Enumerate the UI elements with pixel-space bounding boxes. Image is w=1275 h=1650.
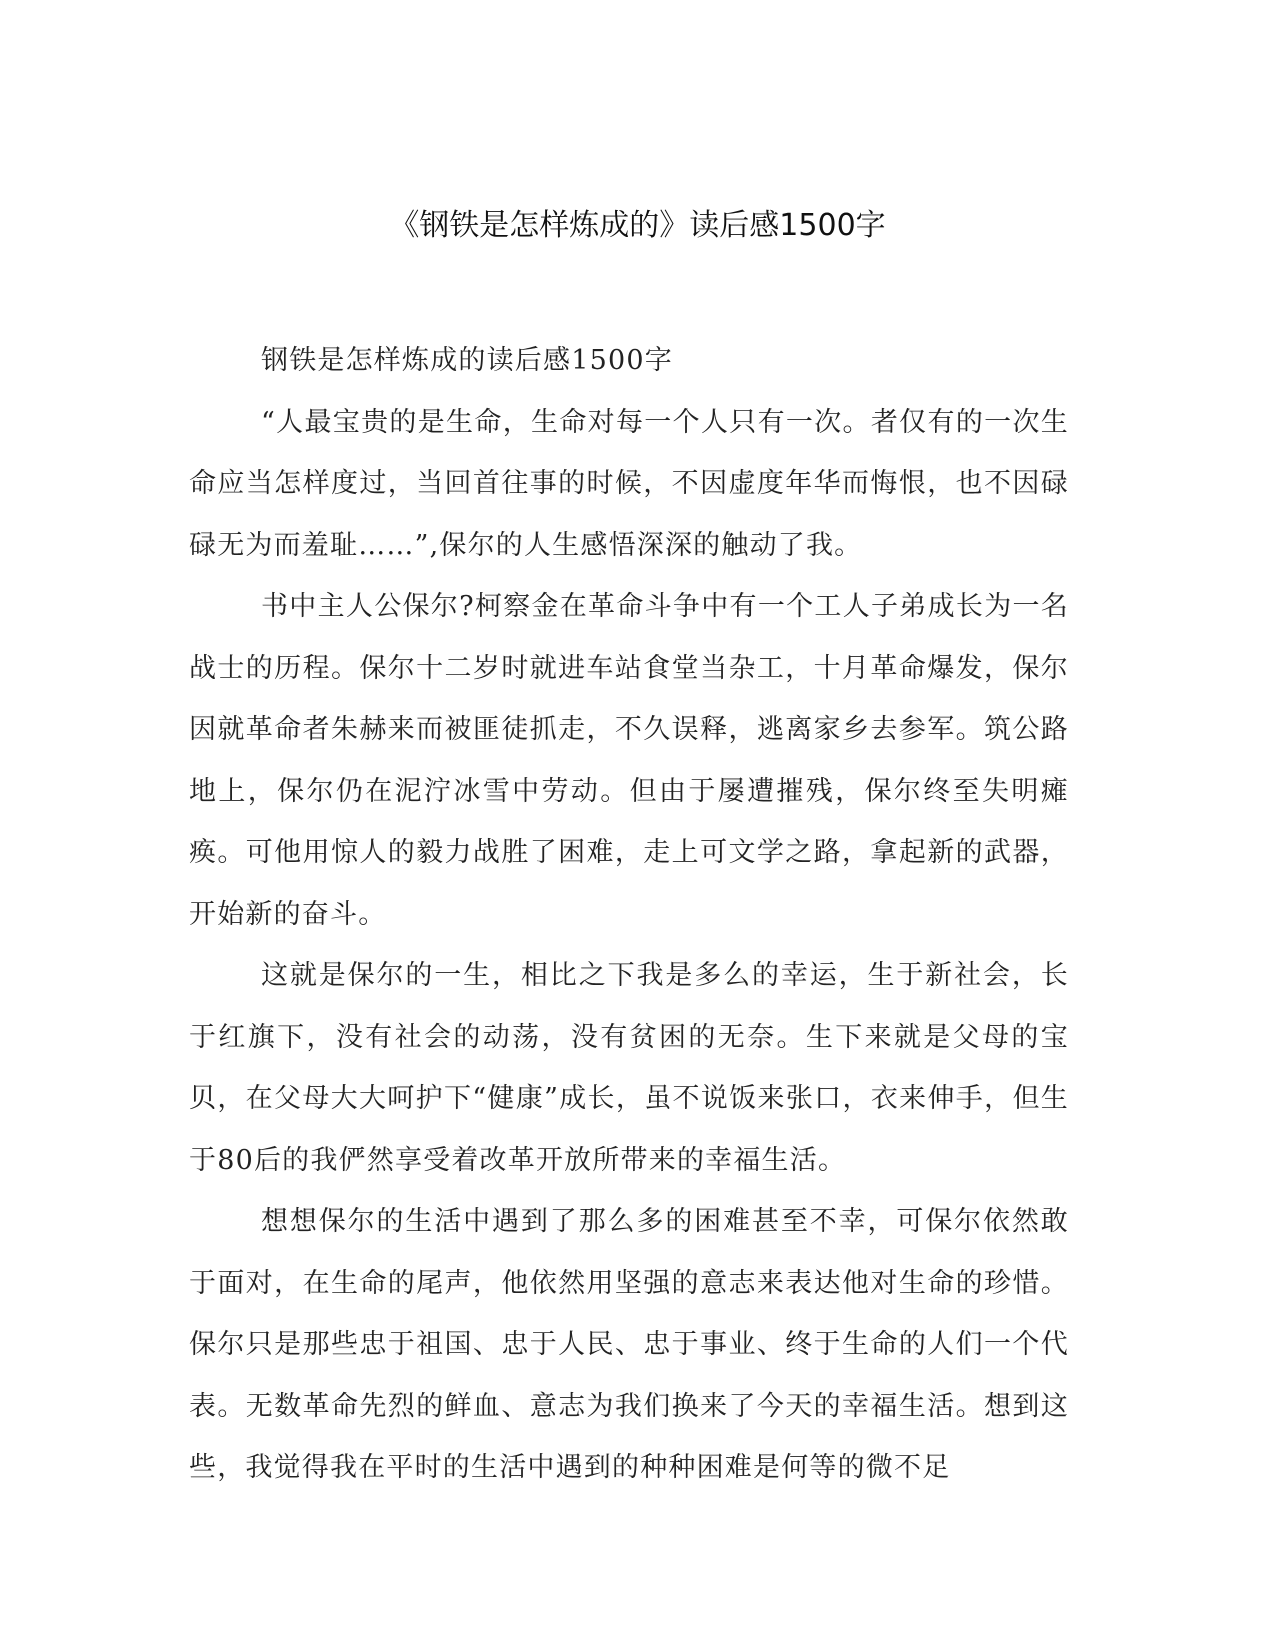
paragraph-quote: “人最宝贵的是生命，生命对每一个人只有一次。者仅有的一次生命应当怎样度过，当回首往事的时候，不因虚度年华而悔恨，也不因碌碌无为而羞耻……”,保尔的人生感悟深深的触动了我。 — [189, 406, 1069, 561]
paragraph-summary: 书中主人公保尔?柯察金在革命斗争中有一个工人子弟成长为一名战士的历程。保尔十二岁时就进车站食堂当杂工，十月革命爆发，保尔因就革命者朱赫来而被匪徒抓走，不久误释，逃离家乡去参军。筑公路地上，保尔仍在泥泞冰雪中劳动。但由于屡遭摧残，保尔终至失明瘫痪。可他用惊人的毅力战胜了困难，走上可文学之路，拿起新的武器，开始新的奋斗。 — [189, 591, 1069, 930]
document-body — [189, 330, 1069, 1499]
document-title: 《钢铁是怎样炼成的》读后感1500字 — [389, 208, 886, 243]
paragraph-reflection: 想想保尔的生活中遇到了那么多的困难甚至不幸，可保尔依然敢于面对，在生命的尾声，他依然用坚强的意志来表达他对生命的珍惜。保尔只是那些忠于祖国、忠于人民、忠于事业、终于生命的人们一个代表。无数革命先烈的鲜血、意志为我们换来了今天的幸福生活。想到这些，我觉得我在平时的生活中遇到的种种困难是何等的微不足 — [189, 1206, 1069, 1483]
paragraph-subtitle: 钢铁是怎样炼成的读后感1500字 — [261, 345, 673, 376]
paragraph-comparison: 这就是保尔的一生，相比之下我是多么的幸运，生于新社会，长于红旗下，没有社会的动荡，没有贫困的无奈。生下来就是父母的宝贝，在父母大大呵护下“健康”成长，虽不说饭来张口，衣来伸手，但生于80后的我俨然享受着改革开放所带来的幸福生活。 — [189, 960, 1069, 1176]
